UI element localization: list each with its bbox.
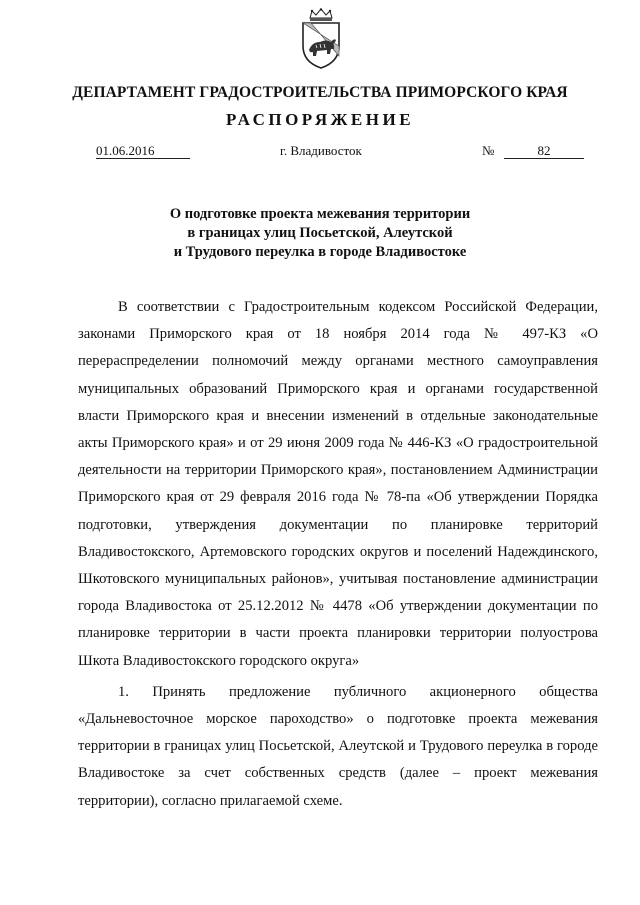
title-line-2: в границах улиц Посьетской, Алеутской [187,225,453,241]
title-line-1: О подготовке проекта межевания территории [169,206,471,222]
coat-of-arms-icon [298,8,344,70]
document-type: РАСПОРЯЖЕНИЕ [225,110,415,129]
document-city: г. Владивосток [280,143,362,158]
document-number: 82 [504,144,584,159]
preamble-paragraph: В соответствии с Градостроительным кодексом Российской Федерации, законами Приморского края от 18 ноября 2014 года № 497-КЗ «О перераспределении полномочий между органами местного самоуправления муниципальных образований Приморского края и органами государственной власти Приморского края и внесении изменений в отдельные законодательные акты Приморского края» и от 29 июня 2009 года № 446-КЗ «О градостроительной деятельности на территории Приморского края», постановлением Администрации Приморского края от 29 февраля 2016 года № 78-па «Об утверждении Порядка подготовки, утверждения документации по планировке территорий Владивостокского, Артемовского городских округов и поселений Надеждинского, Шкотовского муниципальных районов», учитывая постановление администрации города Владивостока от 25.12.2012 № 4478 «Об утверждении документации по планировке территории в части проекта планировки территории полуострова Шкота Владивостокского городского округа» [78,299,598,669]
title-line-3: и Трудового переулка в городе Владивостоке [173,244,467,260]
document-body [78,294,598,815]
department-name: ДЕПАРТАМЕНТ ГРАДОСТРОИТЕЛЬСТВА ПРИМОРСКОГО КРАЯ [72,84,568,101]
document-date: 01.06.2016 [96,144,190,159]
document-number-label: № [482,143,495,158]
document-title [0,205,640,262]
numbered-item-1: 1. Принять предложение публичного акционерного общества «Дальневосточное морское пароходство» о подготовке проекта межевания территории в границах улиц Посьетской, Алеутской и Трудового переулка в городе Владивостоке за счет собственных средств (далее – проект межевания территории), согласно прилагаемой схеме. [78,683,598,809]
